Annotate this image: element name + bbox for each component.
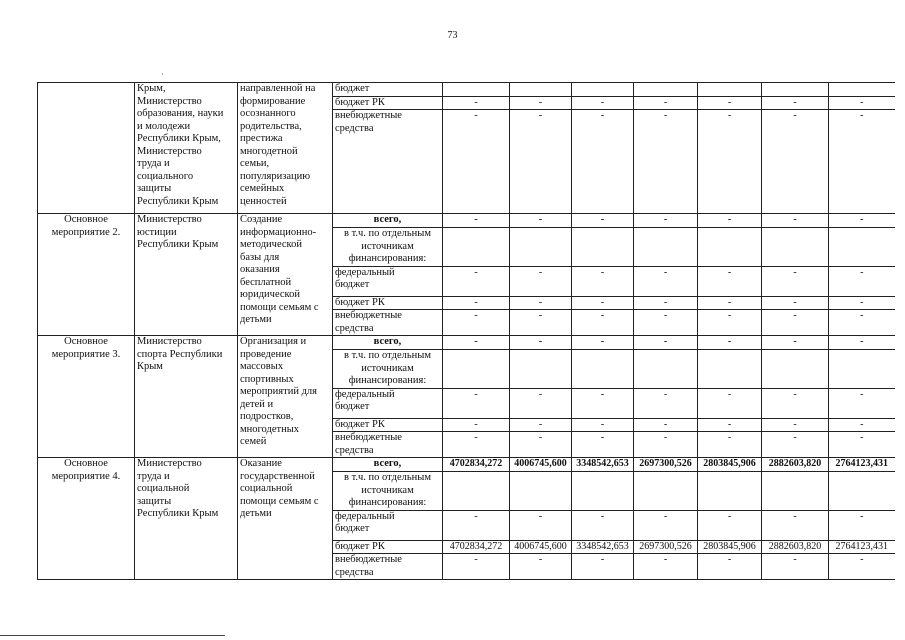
table-row <box>38 214 895 228</box>
funding-value: - <box>698 310 762 336</box>
funding-value: - <box>698 432 762 458</box>
measure-description: Оказание государственной социальной помощи семьям с детьми <box>238 458 333 580</box>
funding-value: - <box>572 418 634 432</box>
funding-value: - <box>572 388 634 418</box>
funding-value: 2803845,906 <box>698 540 762 554</box>
funding-value <box>829 472 895 511</box>
funding-value <box>572 83 634 97</box>
funding-value: - <box>634 310 698 336</box>
funding-source: бюджет РК <box>333 540 443 554</box>
funding-value <box>829 350 895 389</box>
funding-value: - <box>510 554 572 580</box>
funding-value <box>762 83 829 97</box>
funding-value: 2764123,431 <box>829 458 895 472</box>
funding-value <box>698 228 762 267</box>
funding-value: - <box>829 388 895 418</box>
funding-source: в т.ч. по отдельным источникам финансирования: <box>333 228 443 267</box>
funding-value <box>510 350 572 389</box>
funding-value: - <box>698 418 762 432</box>
funding-value: - <box>762 296 829 310</box>
funding-value: - <box>634 432 698 458</box>
funding-source: всего, <box>333 458 443 472</box>
funding-value: 2882603,820 <box>762 458 829 472</box>
funding-value: - <box>443 388 510 418</box>
executor-cell: Министерство труда и социальной защиты Республики Крым <box>135 458 238 580</box>
funding-value: - <box>443 418 510 432</box>
funding-value: - <box>698 96 762 110</box>
funding-value <box>829 228 895 267</box>
funding-value: - <box>510 110 572 214</box>
funding-value: - <box>829 418 895 432</box>
table-row <box>38 458 895 472</box>
funding-value <box>572 350 634 389</box>
funding-value: - <box>698 266 762 296</box>
stray-mark: · <box>161 70 164 79</box>
funding-source: федеральный бюджет <box>333 510 443 540</box>
funding-source: внебюджетные средства <box>333 310 443 336</box>
funding-value <box>762 350 829 389</box>
funding-source: всего, <box>333 336 443 350</box>
funding-source: внебюджетные средства <box>333 432 443 458</box>
funding-value: - <box>572 266 634 296</box>
measure-name <box>38 83 135 214</box>
funding-source: бюджет <box>333 83 443 97</box>
funding-value: - <box>634 214 698 228</box>
funding-value: - <box>443 110 510 214</box>
funding-source: всего, <box>333 214 443 228</box>
funding-value: - <box>572 510 634 540</box>
funding-value: - <box>634 336 698 350</box>
measure-name: Основное мероприятие 4. <box>38 458 135 580</box>
funding-value: - <box>634 110 698 214</box>
funding-value: 3348542,653 <box>572 458 634 472</box>
funding-value: - <box>634 388 698 418</box>
funding-value: - <box>762 336 829 350</box>
footnote-divider <box>0 635 225 636</box>
measure-name: Основное мероприятие 2. <box>38 214 135 336</box>
funding-value: - <box>634 554 698 580</box>
funding-table <box>37 82 895 580</box>
funding-value <box>510 83 572 97</box>
funding-value <box>510 228 572 267</box>
funding-value: - <box>762 96 829 110</box>
funding-value: - <box>634 418 698 432</box>
funding-value: - <box>572 96 634 110</box>
funding-value <box>829 83 895 97</box>
funding-value: - <box>698 554 762 580</box>
funding-value: - <box>829 296 895 310</box>
funding-value: - <box>443 214 510 228</box>
funding-value: - <box>572 310 634 336</box>
funding-value: - <box>510 336 572 350</box>
funding-source: в т.ч. по отдельным источникам финансирования: <box>333 472 443 511</box>
funding-source: внебюджетные средства <box>333 110 443 214</box>
funding-source: бюджет РК <box>333 418 443 432</box>
funding-value: - <box>443 310 510 336</box>
funding-value: - <box>829 554 895 580</box>
funding-value: - <box>829 310 895 336</box>
executor-cell: Министерство юстиции Республики Крым <box>135 214 238 336</box>
funding-value: - <box>762 432 829 458</box>
measure-name: Основное мероприятие 3. <box>38 336 135 458</box>
funding-value: 2697300,526 <box>634 540 698 554</box>
funding-value: - <box>510 418 572 432</box>
funding-value <box>634 83 698 97</box>
funding-value: - <box>572 214 634 228</box>
funding-value: - <box>572 432 634 458</box>
funding-value <box>443 472 510 511</box>
funding-value <box>443 350 510 389</box>
funding-value: - <box>762 554 829 580</box>
executor-cell: Министерство спорта Республики Крым <box>135 336 238 458</box>
funding-value: - <box>762 214 829 228</box>
funding-value <box>572 472 634 511</box>
funding-value: - <box>443 510 510 540</box>
funding-value: - <box>510 214 572 228</box>
funding-value <box>443 228 510 267</box>
funding-value: - <box>443 336 510 350</box>
funding-source: внебюджетные средства <box>333 554 443 580</box>
funding-value: 4006745,600 <box>510 540 572 554</box>
funding-source: бюджет РК <box>333 296 443 310</box>
funding-source: бюджет РК <box>333 96 443 110</box>
funding-value: 4006745,600 <box>510 458 572 472</box>
funding-value <box>634 472 698 511</box>
funding-value: - <box>572 110 634 214</box>
funding-value: - <box>443 296 510 310</box>
funding-value: - <box>698 510 762 540</box>
executor-cell: Крым, Министерство образования, науки и молодежи Республики Крым, Министерство труда и социального защиты Республики Крым <box>135 83 238 214</box>
funding-value: - <box>698 336 762 350</box>
funding-value <box>762 472 829 511</box>
funding-value: - <box>443 96 510 110</box>
table-row <box>38 336 895 350</box>
funding-value <box>698 472 762 511</box>
funding-value: - <box>829 336 895 350</box>
funding-value <box>634 350 698 389</box>
measure-description: Организация и проведение массовых спортивных мероприятий для детей и подростков, многодетных семей <box>238 336 333 458</box>
funding-value <box>443 83 510 97</box>
funding-value: - <box>829 96 895 110</box>
funding-value: - <box>829 432 895 458</box>
funding-value: 4702834,272 <box>443 458 510 472</box>
funding-value: 2882603,820 <box>762 540 829 554</box>
funding-value: 2697300,526 <box>634 458 698 472</box>
funding-value: - <box>634 96 698 110</box>
funding-value: - <box>510 432 572 458</box>
funding-value <box>698 350 762 389</box>
funding-source: федеральный бюджет <box>333 266 443 296</box>
funding-value: - <box>762 418 829 432</box>
funding-value: - <box>443 432 510 458</box>
measure-description: Создание информационно- методической базы для оказания бесплатной юридической помощи семьям с детьми <box>238 214 333 336</box>
measure-description: направленной на формирование осознанного родительства, престижа многодетной семьи, популяризацию семейных ценностей <box>238 83 333 214</box>
funding-value <box>510 472 572 511</box>
funding-value: - <box>572 554 634 580</box>
funding-value: - <box>698 296 762 310</box>
funding-value: - <box>762 388 829 418</box>
funding-value: - <box>510 388 572 418</box>
funding-value <box>572 228 634 267</box>
table-row <box>38 83 895 97</box>
funding-source: федеральный бюджет <box>333 388 443 418</box>
funding-value: - <box>762 310 829 336</box>
funding-value: - <box>634 510 698 540</box>
funding-value: - <box>829 110 895 214</box>
funding-value: - <box>829 266 895 296</box>
funding-value: - <box>698 388 762 418</box>
funding-value: - <box>510 510 572 540</box>
funding-value: - <box>829 214 895 228</box>
funding-value: - <box>510 296 572 310</box>
funding-source: в т.ч. по отдельным источникам финансирования: <box>333 350 443 389</box>
funding-value: 4702834,272 <box>443 540 510 554</box>
funding-value: - <box>443 266 510 296</box>
funding-value: - <box>698 214 762 228</box>
funding-value <box>762 228 829 267</box>
funding-value: - <box>762 110 829 214</box>
funding-value: 3348542,653 <box>572 540 634 554</box>
funding-value <box>698 83 762 97</box>
funding-value: - <box>572 336 634 350</box>
funding-value: - <box>829 510 895 540</box>
funding-value <box>634 228 698 267</box>
funding-value: - <box>698 110 762 214</box>
funding-value: 2803845,906 <box>698 458 762 472</box>
funding-value: - <box>762 266 829 296</box>
page-number: 73 <box>447 30 458 41</box>
funding-value: - <box>510 96 572 110</box>
funding-value: - <box>510 266 572 296</box>
funding-value: - <box>762 510 829 540</box>
funding-value: 2764123,431 <box>829 540 895 554</box>
funding-value: - <box>634 296 698 310</box>
funding-value: - <box>510 310 572 336</box>
funding-value: - <box>443 554 510 580</box>
funding-value: - <box>572 296 634 310</box>
funding-value: - <box>634 266 698 296</box>
